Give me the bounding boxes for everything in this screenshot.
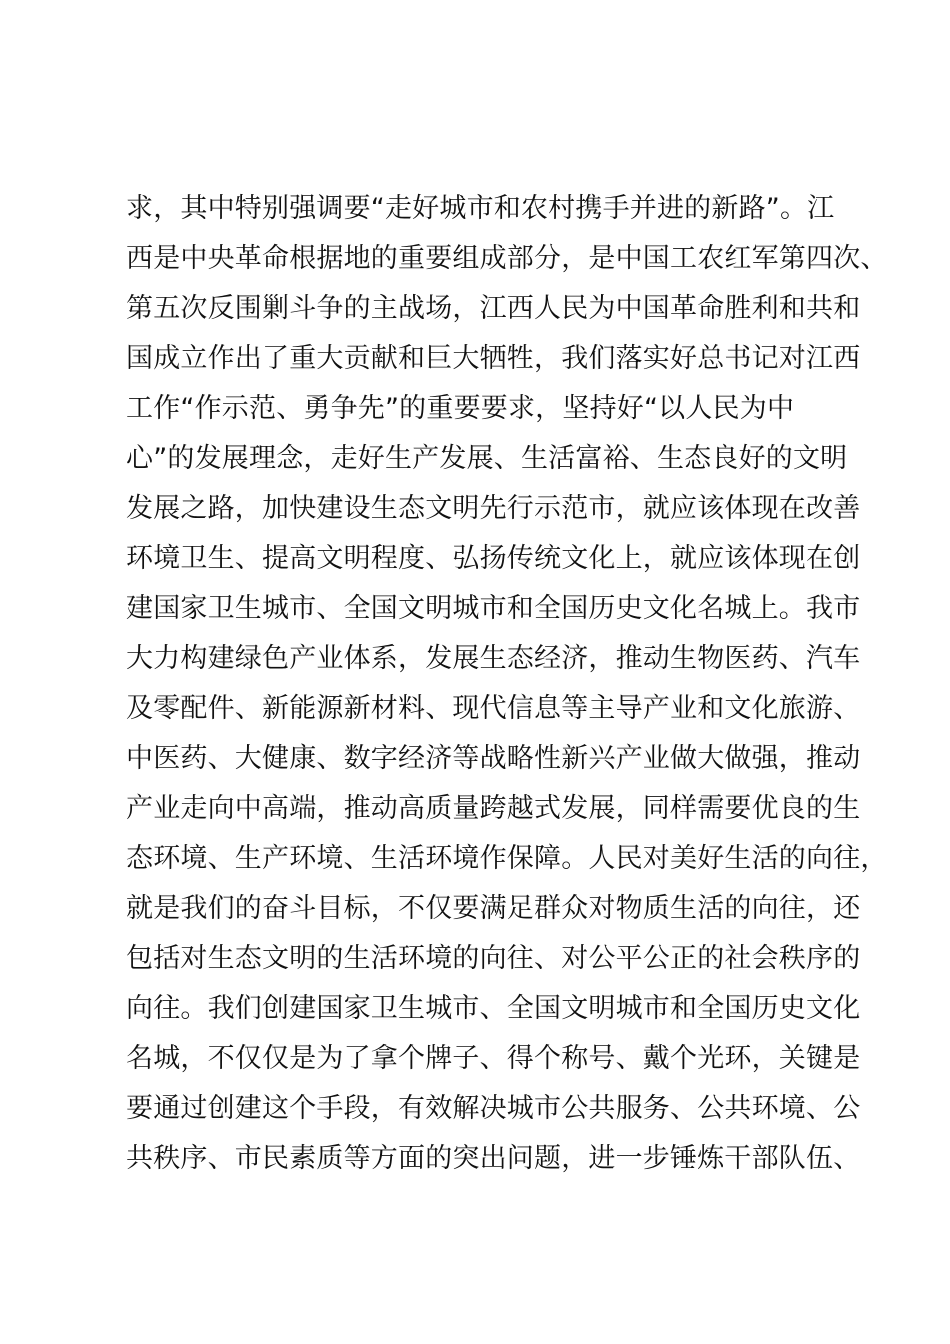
text-line: 求，其中特别强调要“走好城市和农村携手并进的新路”。江 xyxy=(126,193,835,224)
text-line: 大力构建绿色产业体系，发展生态经济，推动生物医药、汽车 xyxy=(126,643,861,674)
text-line: 态环境、生产环境、生活环境作保障。人民对美好生活的向往， xyxy=(126,843,888,874)
text-line: 第五次反围剿斗争的主战场，江西人民为中国革命胜利和共和 xyxy=(126,293,861,324)
text-line: 工作“作示范、勇争先”的重要要求，坚持好“以人民为中 xyxy=(126,393,795,424)
text-line: 共秩序、市民素质等方面的突出问题，进一步锤炼干部队伍、 xyxy=(126,1143,861,1174)
text-line: 环境卫生、提高文明程度、弘扬传统文化上，就应该体现在创 xyxy=(126,543,861,574)
text-line: 向往。我们创建国家卫生城市、全国文明城市和全国历史文化 xyxy=(126,993,861,1024)
text-line: 发展之路，加快建设生态文明先行示范市，就应该体现在改善 xyxy=(126,493,861,524)
body-paragraph xyxy=(126,184,888,1184)
text-line: 包括对生态文明的生活环境的向往、对公平公正的社会秩序的 xyxy=(126,943,861,974)
text-line: 就是我们的奋斗目标，不仅要满足群众对物质生活的向往，还 xyxy=(126,893,861,924)
text-line: 名城，不仅仅是为了拿个牌子、得个称号、戴个光环，关键是 xyxy=(126,1043,861,1074)
text-line: 建国家卫生城市、全国文明城市和全国历史文化名城上。我市 xyxy=(126,593,861,624)
text-line: 要通过创建这个手段，有效解决城市公共服务、公共环境、公 xyxy=(126,1093,861,1124)
text-line: 国成立作出了重大贡献和巨大牺牲，我们落实好总书记对江西 xyxy=(126,343,861,374)
text-line: 及零配件、新能源新材料、现代信息等主导产业和文化旅游、 xyxy=(126,693,861,724)
text-line: 西是中央革命根据地的重要组成部分，是中国工农红军第四次、 xyxy=(126,243,888,274)
text-line: 心”的发展理念，走好生产发展、生活富裕、生态良好的文明 xyxy=(126,443,848,474)
text-line: 中医药、大健康、数字经济等战略性新兴产业做大做强，推动 xyxy=(126,743,861,774)
text-line: 产业走向中高端，推动高质量跨越式发展，同样需要优良的生 xyxy=(126,793,861,824)
